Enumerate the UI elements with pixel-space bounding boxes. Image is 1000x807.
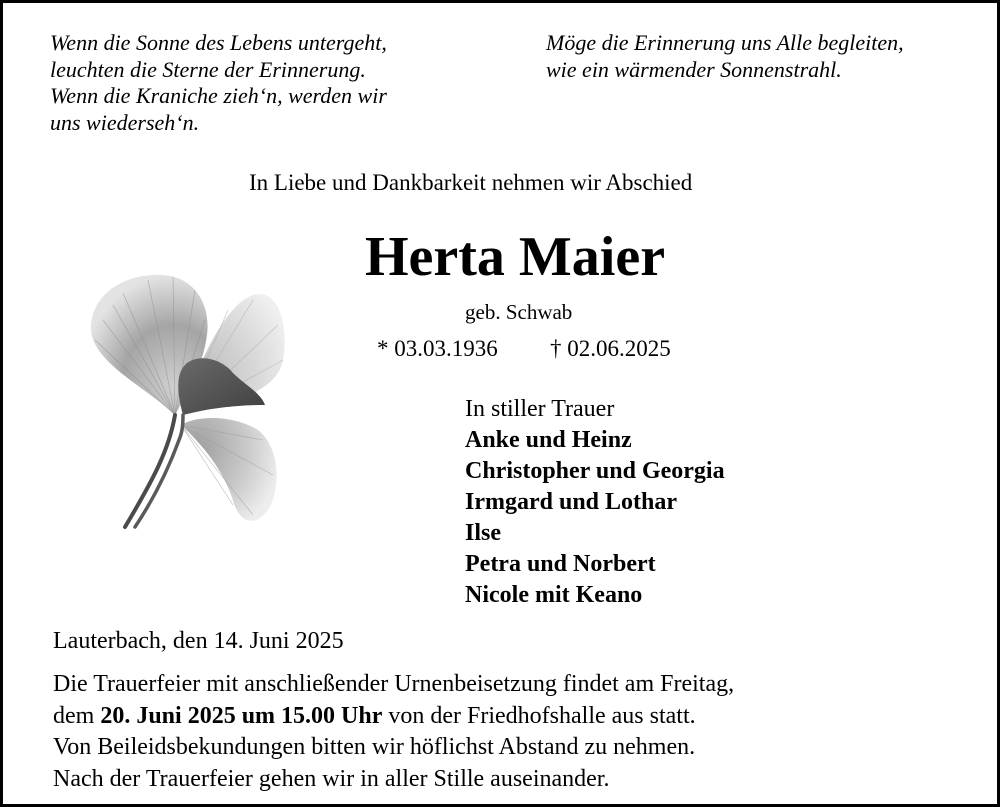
poem-right-line: wie ein wärmender Sonnenstrahl. (546, 56, 842, 82)
notice-line: Von Beileidsbekundungen bitten wir höflichst Abstand zu nehmen. (53, 734, 696, 760)
poem-left (50, 30, 387, 136)
poem-right-line: Möge die Erinnerung uns Alle begleiten, (546, 30, 904, 55)
poem-left-line: leuchten die Sterne der Erinnerung. (50, 56, 366, 82)
deceased-name: Herta Maier (365, 226, 666, 288)
funeral-notice (53, 669, 734, 795)
mourner-name: Ilse (465, 520, 501, 546)
mourner-name: Irmgard und Lothar (465, 489, 678, 515)
poem-right (546, 30, 904, 83)
death-date: † 02.06.2025 (550, 336, 671, 361)
notice-line: Die Trauerfeier mit anschließender Urnenbeisetzung findet am Freitag, (53, 671, 735, 697)
birth-date: * 03.03.1936 (377, 336, 498, 361)
poem-left-line: Wenn die Sonne des Lebens untergeht, (50, 30, 387, 55)
mourner-name: Petra und Norbert (465, 551, 656, 577)
mourner-name: Christopher und Georgia (465, 458, 725, 484)
mourner-name: Nicole mit Keano (465, 582, 643, 608)
poem-left-line: uns wiederseh‘n. (50, 109, 200, 135)
notice-line-date (53, 701, 734, 733)
farewell-text: In Liebe und Dankbarkeit nehmen wir Abschied (249, 170, 693, 195)
notice-prefix: dem (53, 702, 101, 729)
maiden-name: geb. Schwab (465, 300, 573, 324)
place-date: Lauterbach, den 14. Juni 2025 (53, 628, 344, 654)
mourner-name: Anke und Heinz (465, 427, 632, 453)
poem-left-line: Wenn die Kraniche zieh‘n, werden wir (50, 83, 387, 108)
notice-line: Nach der Trauerfeier gehen wir in aller Stille auseinander. (53, 765, 610, 792)
mourners-intro: In stiller Trauer (465, 396, 615, 422)
mourners-block (465, 394, 725, 611)
funeral-datetime: 20. Juni 2025 um 15.00 Uhr (100, 702, 383, 729)
ginkgo-leaf-icon (83, 265, 293, 535)
notice-suffix: von der Friedhofshalle aus statt. (382, 702, 696, 729)
